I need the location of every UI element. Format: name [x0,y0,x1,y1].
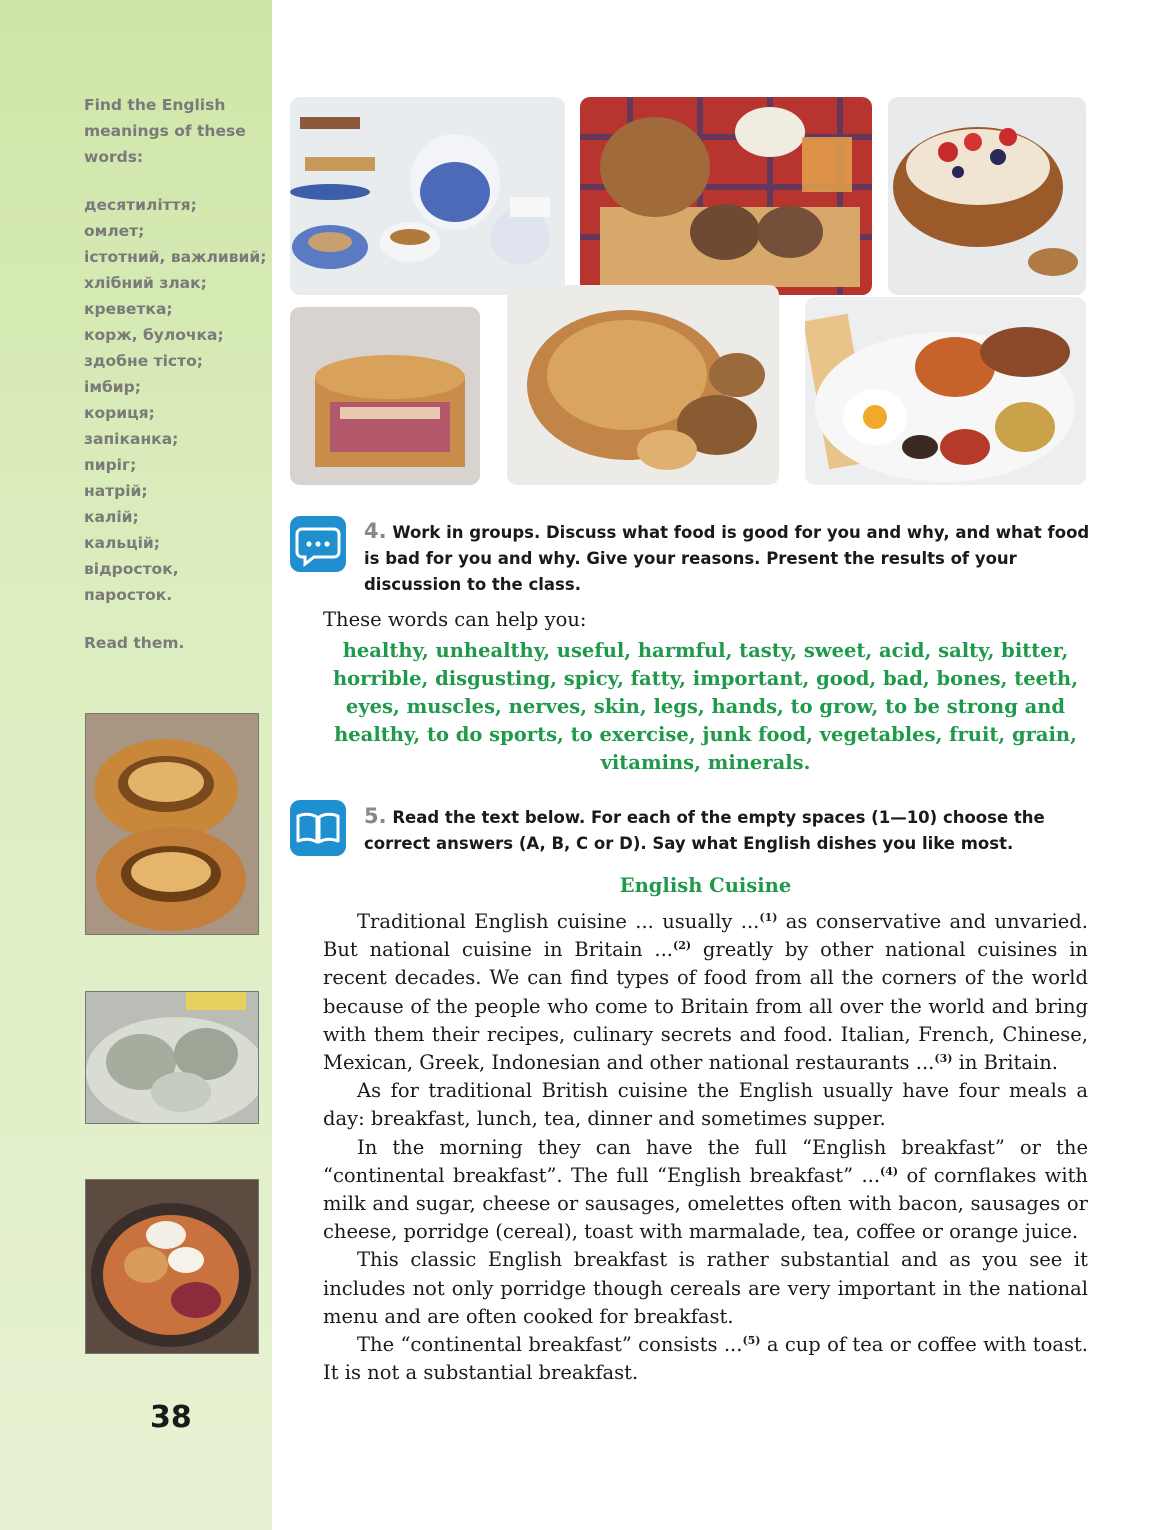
exercise-4-number: 4. [364,519,387,543]
exercise-4-text: Work in groups. Discuss what food is good for you and why, and what food is bad for you and why. Give your reasons. Present the results of your discussion to the class. [364,523,1090,594]
vocab-item: омлет; [84,222,145,240]
vocab-item: калій; [84,508,139,526]
porridge-bowl-photo [888,97,1086,295]
text-run: of cornflakes with milk and sugar, cheese or sausages, omelettes often with bacon, sausages or cheese, porridge (cereal), toast with marmalade, tea, coffee or orange juice. [323,1163,1088,1244]
chat-bubble-icon [290,516,346,572]
vocab-item: кальцій; [84,534,160,552]
vocab-item: хлібний злак; [84,274,207,292]
vocabulary-heading: Find the English meanings of these words: [84,96,246,166]
yorkshire-pudding-photo [85,713,259,935]
vocab-item: паросток. [84,586,173,604]
exercise-5-instruction [364,803,1090,857]
text-title: English Cuisine [619,874,792,897]
vocab-item: пиріг; [84,456,137,474]
paragraph [323,1134,1088,1247]
vocab-item: натрій; [84,482,148,500]
gap-marker: (1) [759,911,778,924]
text-run: greatly by other national cuisines in recent decades. We can find types of food from all the corners of the world because of the people who come to Britain from all over the world and bring with them their recipes, culinary secrets and food. Italian, French, Chinese, Mexican, Greek, Indonesian and other national restaurants ... [323,938,1088,1075]
words-intro: These words can help you: [323,608,587,631]
roast-turkey-photo [507,285,779,485]
meat-pie-photo [290,307,480,485]
helper-word-list: healthy, unhealthy, useful, harmful, tasty, sweet, acid, salty, bitter, horrible, disgusting, spicy, fatty, important, good, bad, bones, teeth, eyes, muscles, nerves, skin, legs, hands, to grow, to be strong and healthy, to do sports, to exercise, junk food, vegetables, fruit, grain, vitamins, minerals. [332,639,1079,774]
paragraph: This classic English breakfast is rather substantial and as you see it includes not only porridge though cereals are very important in the national menu and are often cooked for breakfast. [323,1248,1088,1328]
text-run: in Britain. [952,1051,1058,1075]
vocab-item: запіканка; [84,430,179,448]
text-run: a cup of tea or coffee with toast. It is not a substantial breakfast. [323,1333,1088,1385]
paragraph [323,1331,1088,1387]
page-number: 38 [150,1400,192,1435]
exercise-5-number: 5. [364,804,387,828]
vocab-item: здобне тісто; [84,352,203,370]
cobbler-photo [85,1179,259,1354]
exercise-5-text: Read the text below. For each of the empty spaces (1—10) choose the correct answers (A, B, C or D). Say what English dishes you like most. [364,808,1045,853]
reading-text [323,908,1088,1387]
open-book-icon [290,800,346,856]
gap-marker: (3) [934,1052,953,1066]
english-breakfast-photo [805,297,1086,485]
vocab-item: креветка; [84,300,173,318]
rolls-and-juice-photo [580,97,872,295]
vocabulary-panel [84,92,269,656]
paragraph: As for traditional British cuisine the English usually have four meals a day: breakfast, lunch, tea, dinner and sometimes supper. [323,1079,1088,1131]
vocab-item: корж, булочка; [84,326,224,344]
read-them-note: Read them. [84,634,185,652]
gap-marker: (5) [742,1334,761,1348]
vocab-item: кориця; [84,404,155,422]
vocabulary-list [84,192,269,608]
vocab-item: істотний, важливий; [84,248,267,266]
text-run: In the morning they can have the full “English breakfast” or the “continental breakfast”. The full “English breakfast” ... [323,1135,1088,1187]
vocab-item: відросток, [84,560,179,578]
gap-marker: (2) [672,939,692,953]
text-run: as conservative and unvaried. But national cuisine in Britain ... [323,910,1088,962]
exercise-4-instruction [364,518,1090,598]
vocab-item: імбир; [84,378,141,396]
vocab-item: десятиліття; [84,196,197,214]
afternoon-tea-photo [290,97,565,295]
text-run: Traditional English cuisine ... usually ... [357,910,760,933]
paragraph [323,908,1088,1077]
gap-marker: (4) [880,1164,899,1178]
text-run: The “continental breakfast” consists ... [357,1333,743,1357]
dumplings-photo [85,991,259,1124]
